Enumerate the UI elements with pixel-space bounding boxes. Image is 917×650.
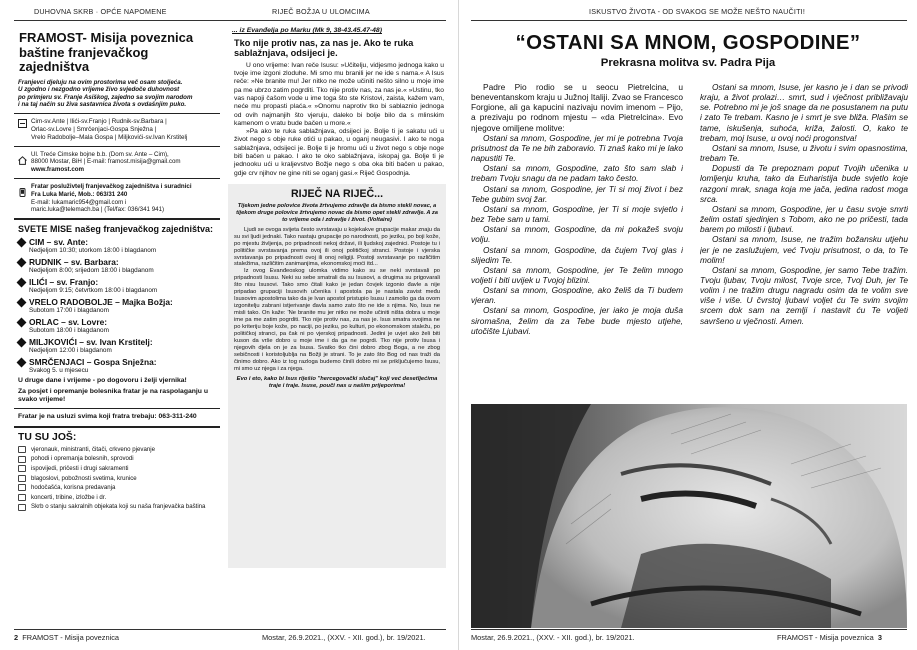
running-head-left: DUHOVNA SKRB · OPĆE NAPOMENE (34, 7, 167, 16)
mass-times: Subotom 17:00 i blagdanom (29, 307, 109, 315)
prayer-column-2 (700, 82, 908, 400)
service-item (18, 474, 216, 484)
service-item (18, 454, 216, 464)
parish-name: RUDNIK – sv. Barbara: (29, 257, 119, 268)
mass-times: Svakog 5. u mjesecu (29, 367, 89, 375)
parish-name: VRELO RADOBOLJE – Majka Božja: (29, 297, 173, 308)
list-icon (18, 504, 26, 511)
prayer-paragraph: Padre Pio rodio se u seocu Pietrelcina, u beneventanskom kraju u Južnoj Italiji. Zvao se Francesco Forgione, ali ga kapucini nazivaju novim imenom – Pijo, a prezivaju po rodnom mjestu – «da Pietrelcina». Evo njegove omiljene molitve: (471, 82, 683, 133)
service-label: hodočašća, korisna predavanja (31, 484, 116, 492)
parish-name: CIM – sv. Ante: (29, 237, 89, 248)
gospel-text: U ono vrijeme: Ivan reče Isusu: »Učitelju, vidjesmo jednoga kako u tvoje ime izgoni zloduhe. Mi smo mu branili jer ne ide s nama.« A Isus reče: »Ne branite mu! Jer nitko ne može učiniti nešto silno u moje ime pa me ubrzo zatim pogrditi. Tko nije protiv nas, za nas je.« »Ustinu, tko vas napoji čašom vode u ime toga što ste Kristovi, zaista, kažem vam, neće mu propasti plaća.« »Onomu naprotiv tko bi sablaznio jednoga od ovih najmanjih što vjeruju, daleko bi bolje bilo da s mlinskim kamenom o vratu bude bačen u more.« »Pa ako te ruka sablažnjava, odsijeci je. Bolje ti je sakatu ući u život nego s obje ruke otići u pakao, u oganj neugasivi. I ako te noga sablažnjava, odsijeci je. Bolje ti je hromu ući u život nego s obje noge biti bačen u pakao. I ako te oko sablažnjava, iskopaj ga. Bolje ti je jednooku ući u kraljevstvo Božje nego s oba oka biti bačen u pakao, gdje crv njihov ne gine niti se oganj gasi.« Riječ Gospodnja. (234, 61, 444, 177)
address-block: Ul. Treće Cimske bojne b.b. (Dom sv. Ante – Cim), 88000 Mostar, BiH | E-mail: framost.misija@gmail.com www.framost.com (18, 151, 216, 174)
prayer-paragraph: Ostani sa mnom, Isuse, ne tražim božansku utjehu jer je ne zaslužujem, već Tvoju prisutnost, o da, to Te molim! (700, 234, 908, 265)
footer-right (777, 633, 882, 642)
footer-issue: Mostar, 26.9.2021., (XXV. - XII. god.), br. 19/2021. (262, 633, 426, 642)
rijec-title: RIJEČ NA RIJEČ... (290, 187, 384, 200)
rijec-text: Ljudi se ovoga svijeta često svrstavaju u kojekakve grupacije makar znaju da su svi ljudi jednaki. Tako nastaju grupacije po narodnosti, po jeziku, po boji kože, po mjestu življenja, po pripadnosti nekoj državi, ili ljudskoj zajednici. Postoje tu i političke svrstavanja prema ovoj ili onoj političkoj stranci. Postoje i vjerska svrstavanja po pripadnosti ovoj ili onoj religiji. Postoji svrstavanje po različitim staležima, različitim zanimanjima, ekonomskoj moći itd... Iz ovog Evanđeoskog ulomka vidimo kako su se neki svrstavali po pripadnosti Isusu. Neki su sebe smatrali da su Isusovi, a drugima su prigovarali što nisu Isusovi. Tako smo čitali kako je jedan čovjek izgonio đavle a nije pripadao grupaciji Isusovih učenika i apostola pa je nastala zavist među Isusovim apostolima tako da je Ivan apostol pristupio Isusu i zamolio ga da ovom izgonitelju zabrani istjerivanje đavla samo zato što ne ide s njima. No, Isus ne misli tako. On kaže: 'Ne branite mu jer nitko ne može učiniti ništa dobra u moje ime pa me zatim pogrditi. Tko nije protiv nas, za nas je. Isus smatra svojima ne po kriteriju boje kože, po naciji, po jeziku, po kulturi, po ekonomskom staležu, po političkoj stranci, pa čak ni po vjerskoj pripadnosti. Jedini je uvjet ako želi biti kuson da vrše dobro u moje ime i da ga ne pogrdi. Tko nije protiv Isusa i njegovih djela on je za Isusa. Svatko tko čini dobro zbog Boga, a ne zbog sebičnosti i koristoljublja na Božji je strani. To je zato što Bog od nas traži da činimo dobro. Ako iz tog razloga budemo činili dobro mi se priključujemo Isusu, mi smo uz njega i za njega. (234, 226, 440, 372)
prayer-paragraph: Ostani sa mnom, Isuse, u životu i svim opasnostima, trebam Te. (700, 142, 908, 164)
header-rule (14, 20, 446, 21)
services-heading: TU SU JOŠ: (18, 431, 77, 443)
mass-times: Subotom 18:00 i blagdanom (29, 327, 109, 335)
service-item (18, 483, 216, 493)
parish-name: ORLAC – sv. Lovre: (29, 317, 108, 328)
mass-times: Nedjeljom 12:00 i blagdanom (29, 347, 112, 355)
priest-contact-note: Fratar je na usluzi svima koji fratra trebaju: 063-311-240 (18, 413, 197, 421)
divider (14, 178, 220, 179)
divider (14, 146, 220, 147)
divider (14, 113, 220, 114)
sick-visits-note: Za posjet i opremanje bolesnika fratar je na raspolaganju u svako vrijeme! (18, 387, 208, 403)
diamond-bullet-icon (17, 237, 27, 247)
phone-icon (18, 184, 27, 193)
framost-title: FRAMOST- Misija poveznica baštine franjevačkog zajedništva (19, 30, 194, 74)
gospel-title: Tko nije protiv nas, za nas je. Ako te ruka sablažnjava, odsijeci je. (234, 38, 414, 59)
mass-schedule-item (18, 277, 216, 295)
list-icon (18, 456, 26, 463)
service-item (18, 464, 216, 474)
prayer-paragraph: Ostani sa mnom, Isuse, jer kasno je i dan se privodi kraju, a život prolazi… smrt, sud i vječnost približavaju se. Potrebno mi je još snage da ne posustanem na putu i zato Te trebam. Kasno je i smrt je sve bliža. Plašim se tame, iskušenja, suhoća, križa, žalosti. O, kako te trebam, moj Isuse, u ovoj noći progonstva! (700, 82, 908, 143)
service-label: blagoslovi, pobožnosti svetima, krunice (31, 474, 137, 482)
page-number: 3 (877, 633, 883, 642)
list-icon (18, 465, 26, 472)
mass-times: Nedjeljom 10:30; utorkom 18:00 i blagdanom (29, 247, 157, 255)
divider (14, 426, 220, 428)
parish-name: SMRČENJACI – Gospa Snježna: (29, 357, 157, 368)
list-icon (18, 475, 26, 482)
house-icon (18, 152, 27, 161)
service-item (18, 445, 216, 455)
prayer-column-1 (471, 82, 683, 400)
diamond-bullet-icon (17, 337, 27, 347)
list-icon (18, 446, 26, 453)
footer-rule (471, 629, 907, 630)
service-label: ispovijedi, pričesti i drugi sakramenti (31, 464, 129, 472)
website-link[interactable]: www.framost.com (31, 166, 85, 174)
divider (14, 408, 220, 409)
email-link[interactable]: E-mail: lukamaric954@gmail.com i (31, 198, 127, 206)
masses-heading: SVETE MISE našeg franjevačkog zajedništva: (18, 224, 213, 235)
prayer-paragraph: Ostani sa mnom, Gospodine, jer iako je moja duša siromašna, želim da za Tebe bude mjesto utjehe, utočište Ljubavi. (471, 305, 683, 336)
rijec-closing: Evo i eto, kako bi Isus riješio "hercegovački slučaj" koji već desetljećima traje i traje. Isuse, pouči nas u našim prijeporima! (236, 375, 438, 389)
service-label: vjeronauk, ministranti, čitači, crkveno pjevanje (31, 445, 155, 453)
list-icon (18, 484, 26, 491)
diamond-bullet-icon (17, 297, 27, 307)
mass-schedule-item (18, 257, 216, 275)
running-head: ISKUSTVO ŽIVOTA - OD SVAKOG SE MOŽE NEŠTO NAUČITI! (589, 7, 806, 16)
services-list (14, 445, 220, 512)
prayer-paragraph: Ostani sa mnom, Gospodine, jer Te želim mnogo voljeti i biti uvijek u Tvojoj blizini. (471, 264, 683, 285)
mass-schedule-item (18, 237, 216, 255)
right-page (459, 0, 917, 650)
gospel-source: ... iz Evanđelja po Marku (Mk 9, 38-43.45.47-48) (232, 27, 382, 34)
diamond-bullet-icon (17, 277, 27, 287)
parish-name: ILIĆI – sv. Franjo: (29, 277, 99, 288)
footer-rule (14, 629, 446, 630)
article-title: “OSTANI SA MNOM, GOSPODINE” (515, 32, 861, 54)
mass-times: Nedjeljom 9:15; četvrtkom 18:00 i blagdanom (29, 287, 158, 295)
service-label: Skrb o stanju sakralnih objekata koji su naša franjevačka baština (31, 503, 206, 511)
prayer-paragraph: Ostani sa mnom, Gospodine, da mi pokažeš svoju volju. (471, 224, 683, 245)
masses-list (14, 237, 220, 375)
prayer-paragraph: Dopusti da Te prepoznam poput Tvojih učenika u lomljenju kruha, tako da Euharistija bude svjetlo koje razgoni mrak, snaga koja me jača, jedina radost moga srca. (700, 163, 908, 204)
diamond-bullet-icon (17, 357, 27, 367)
service-item (18, 493, 216, 503)
left-page (0, 0, 458, 650)
prayer-paragraph: Ostani sa mnom, Gospodine, ako želiš da Ti budem vjeran. (471, 285, 683, 306)
mass-schedule-item (18, 317, 216, 335)
divider (14, 218, 220, 220)
map-icon (18, 119, 27, 128)
rijec-na-rijec-box (228, 184, 446, 568)
prayer-paragraph: Ostani sa mnom, Gospodine, jer mi je potrebna Tvoja prisutnost da Te ne bih zaboravio. Ti znaš kako mi je lako napustiti Te. (471, 132, 683, 164)
prayer-paragraph: Ostani sa mnom, Gospodine, jer samo Tebe tražim. Tvoju ljubav, Tvoju milost, Tvoje srce, Tvoj Duh, jer Te volim i ne tražim drugu nagradu osim da te volim sve više i više. U čvrstoj ljubavi voljet ću Te svim svojim srcem dok sam na zemlji i nastavit ću Te voljeti savršeno u vječnosti. Amen. (700, 264, 908, 326)
mass-times: Nedjeljom 8:00; srijedom 18:00 i blagdanom (29, 267, 154, 275)
prayer-paragraph: Ostani sa mnom, Gospodine, jer Ti si moj život i bez Tebe gubim svoj žar. (471, 183, 683, 204)
sketch-illustration (471, 404, 907, 628)
service-label: koncerti, tribine, izložbe i dr. (31, 493, 107, 501)
prayer-paragraph: Ostani sa mnom, Gospodine, da čujem Tvoj glas i slijedim Te. (471, 244, 683, 265)
article-subtitle: Prekrasna molitva sv. Padra Pija (600, 57, 776, 69)
footer-left (14, 633, 119, 642)
footer-brand: FRAMOST - Misija poveznica (22, 633, 120, 642)
rijec-quote: Tijekom jedne polovice života žrtvujemo zdravlje da bismo stekli novac, a tijekom druge polovice žrtvujemo novac da bismo opet stekli zdravlje. A za to vrijeme oda i zdravlje i život. (Voltaire) (236, 202, 438, 223)
mass-schedule-item (18, 337, 216, 355)
prayer-paragraph: Ostani sa mnom, Gospodine, jer u času svoje smrti želim ostati sjedinjen s Tobom, ako ne po pričesti, tada barem po milosti i ljubavi. (700, 203, 908, 235)
service-label: pohodi i opremanja bolesnih, sprovodi (31, 455, 134, 463)
footer-brand: FRAMOST - Misija poveznica (777, 633, 874, 642)
page-number: 2 (14, 633, 19, 642)
running-head-center: RIJEČ BOŽJA U ULOMCIMA (272, 7, 370, 16)
mass-schedule-item (18, 297, 216, 315)
footer-issue: Mostar, 26.9.2021., (XXV. - XII. god.), br. 19/2021. (471, 633, 635, 642)
mass-schedule-item (18, 357, 216, 375)
service-item (18, 502, 216, 512)
prayer-paragraph: Ostani sa mnom, Gospodine, zato što sam slab i trebam Tvoju snagu da ne padam tako često. (471, 163, 683, 184)
diamond-bullet-icon (17, 257, 27, 267)
list-icon (18, 494, 26, 501)
gospel-column (228, 27, 446, 627)
locations-block: Cim-sv.Ante | Ilići-sv.Franjo | Rudnik-sv.Barbara | Orlac-sv.Lovre | Smrčenjaci-Gospa Snježna | Vrelo Radobolje–Mala Gospa | Miljkovići-sv.Ivan Krstitelj (18, 118, 216, 142)
padre-pio-sketch (471, 404, 907, 628)
masses-note: U druge dane i vrijeme - po dogovoru i želji vjernika! (18, 377, 187, 385)
contact-block: Fratar posluživtelj franjevačkog zajedništva i suradnici Fra Luka Marić, Mob.: 063/31 240 E-mail: lukamaric954@gmail.com i maric.luka@telemach.ba | (Tel/fax: 036/341 941) (18, 183, 216, 214)
framost-info-column (14, 27, 220, 627)
header-rule (471, 20, 907, 21)
diamond-bullet-icon (17, 317, 27, 327)
prayer-paragraph: Ostani sa mnom, Gospodine, jer Ti si moje svjetlo i bez Tebe sam u tami. (471, 203, 683, 225)
framost-intro: Franjevci djeluju na ovim prostorima več osam stoljeća. U zgodno i nezgodno vrijeme živo svjedoče duhovnost po primjeru sv. Franje Asiškog, zajedno sa svojim narodom i na taj način su živa sastavnica života s ovdašnjim puko. (18, 78, 193, 109)
parish-name: MILJKOVIĆI – sv. Ivan Krstitelj: (29, 337, 153, 348)
